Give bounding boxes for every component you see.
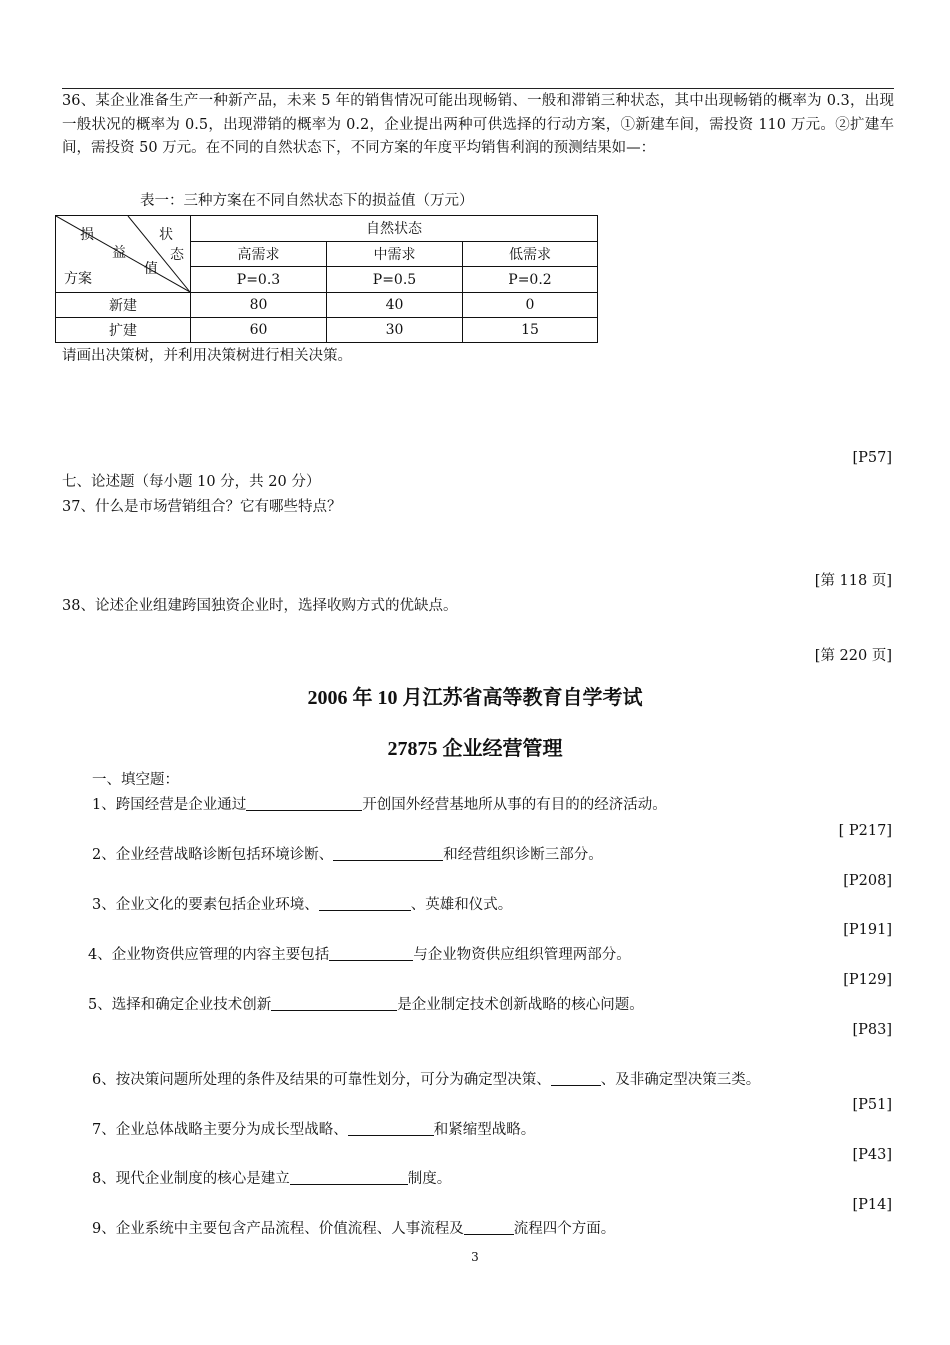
diag-label-tai: 态 <box>170 247 184 263</box>
table-cell: 80 <box>191 293 327 318</box>
table-caption: 表一：三种方案在不同自然状态下的损益值（万元） <box>140 193 474 209</box>
diag-label-sun: 损 <box>80 227 94 243</box>
page-number: 3 <box>471 1250 479 1264</box>
answer-blank[interactable] <box>319 895 411 911</box>
item-text-b: 与企业物资供应组织管理两部分。 <box>413 947 631 963</box>
item-text-b: 、英雄和仪式。 <box>410 897 513 913</box>
q37-ref: [第 118 页] <box>814 573 892 589</box>
item-8-ref: [P14] <box>852 1197 892 1213</box>
fill-item-1 <box>92 795 667 815</box>
fill-item-8 <box>92 1169 451 1189</box>
diag-label-zhuang: 状 <box>159 227 173 243</box>
row-name: 扩建 <box>56 318 191 343</box>
item-1-ref: [ P217] <box>838 823 892 839</box>
table-cell: 0 <box>463 293 598 318</box>
diagonal-header-cell <box>56 216 191 293</box>
item-4-ref: [P129] <box>843 972 892 988</box>
table-row <box>56 318 598 343</box>
section-7-heading: 七、论述题（每小题 10 分，共 20 分） <box>62 474 321 490</box>
fill-item-3 <box>92 895 512 915</box>
prob-mid: P=0.5 <box>327 267 463 293</box>
table-row <box>56 293 598 318</box>
item-text-b: 开创国外经营基地所从事的有目的的经济活动。 <box>362 797 667 813</box>
item-text-a: 7、企业总体战略主要分为成长型战略、 <box>92 1122 348 1138</box>
answer-blank[interactable] <box>271 995 397 1011</box>
item-5-ref: [P83] <box>852 1022 892 1038</box>
answer-blank[interactable] <box>464 1219 514 1235</box>
item-text-a: 2、企业经营战略诊断包括环境诊断、 <box>92 847 334 863</box>
row-name: 新建 <box>56 293 191 318</box>
item-3-ref: [P191] <box>843 922 892 938</box>
item-7-ref: [P43] <box>852 1147 892 1163</box>
item-text-b: 、及非确定型决策三类。 <box>600 1072 761 1088</box>
fill-item-5 <box>88 995 644 1015</box>
top-rule <box>62 88 894 89</box>
prob-low: P=0.2 <box>463 267 598 293</box>
payoff-table <box>55 215 598 343</box>
prob-high: P=0.3 <box>191 267 327 293</box>
item-2-ref: [P208] <box>843 873 892 889</box>
diag-label-yi: 益 <box>112 245 126 261</box>
fill-item-7 <box>92 1120 535 1140</box>
table-cell: 15 <box>463 318 598 343</box>
answer-blank[interactable] <box>348 1120 434 1136</box>
natural-state-header: 自然状态 <box>191 216 598 242</box>
question-37: 37、什么是市场营销组合？它有哪些特点？ <box>62 499 342 515</box>
item-text-a: 8、现代企业制度的核心是建立 <box>92 1171 290 1187</box>
item-text-a: 4、企业物资供应管理的内容主要包括 <box>88 947 330 963</box>
exam-title: 2006 年 10 月江苏省高等教育自学考试 <box>307 687 643 709</box>
answer-blank[interactable] <box>246 795 362 811</box>
question-36-text: 36、某企业准备生产一种新产品，未来 5 年的销售情况可能出现畅销、一般和滞销三种状态，其中出现畅销的概率为 0.3，出现一般状况的概率为 0.5，出现滞销的概率为 0.2，企业提出两种可供选择的行动方案，①新建车间，需投资 110 万元。②扩建车间，需投资 50 万元。在不同的自然状态下，不同方案的年度平均销售利润的预测结果如—： <box>62 93 894 156</box>
answer-blank[interactable] <box>329 945 413 961</box>
fill-item-9 <box>92 1219 615 1239</box>
q38-ref: [第 220 页] <box>814 648 892 664</box>
exam-subtitle: 27875 企业经营管理 <box>387 738 563 760</box>
item-text-a: 6、按决策问题所处理的条件及结果的可靠性划分，可分为确定型决策、 <box>92 1072 551 1088</box>
diag-label-zhi: 值 <box>144 261 158 277</box>
item-text-a: 1、跨国经营是企业通过 <box>92 797 247 813</box>
question-38: 38、论述企业组建跨国独资企业时，选择收购方式的优缺点。 <box>62 598 458 614</box>
table-cell: 40 <box>327 293 463 318</box>
q36-instruction: 请画出决策树，并利用决策树进行相关决策。 <box>62 348 352 364</box>
table-cell: 30 <box>327 318 463 343</box>
item-text-b: 流程四个方面。 <box>513 1221 616 1237</box>
item-text-b: 和经营组织诊断三部分。 <box>443 847 603 863</box>
item-6-ref: [P51] <box>852 1097 892 1113</box>
answer-blank[interactable] <box>290 1169 408 1185</box>
diag-label-fangan: 方案 <box>64 271 92 287</box>
fill-item-6 <box>92 1070 760 1090</box>
table-cell: 60 <box>191 318 327 343</box>
fill-item-4 <box>88 945 631 965</box>
answer-blank[interactable] <box>551 1070 601 1086</box>
item-text-b: 是企业制定技术创新战略的核心问题。 <box>397 997 644 1013</box>
item-text-a: 3、企业文化的要素包括企业环境、 <box>92 897 319 913</box>
section-1-heading: 一、填空题： <box>92 772 179 788</box>
col-header-mid: 中需求 <box>327 241 463 267</box>
item-text-b: 和紧缩型战略。 <box>433 1122 536 1138</box>
item-text-a: 9、企业系统中主要包含产品流程、价值流程、人事流程及 <box>92 1221 464 1237</box>
col-header-high: 高需求 <box>191 241 327 267</box>
col-header-low: 低需求 <box>463 241 598 267</box>
q36-ref: [P57] <box>852 450 892 466</box>
item-text-a: 5、选择和确定企业技术创新 <box>88 997 272 1013</box>
item-text-b: 制度。 <box>407 1171 452 1187</box>
answer-blank[interactable] <box>333 845 443 861</box>
fill-item-2 <box>92 845 603 865</box>
